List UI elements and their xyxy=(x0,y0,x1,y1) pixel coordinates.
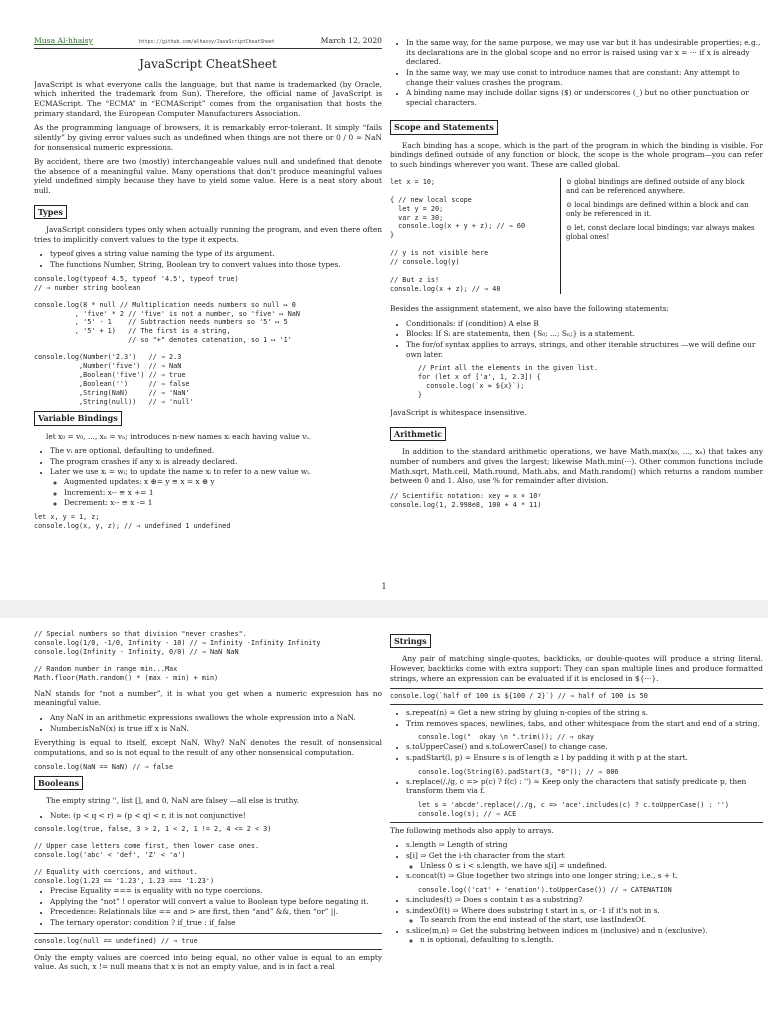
list-item-text: s.indexOf(t) ⇒ Where does substring t start in s, or -1 if it's not in s. xyxy=(406,905,660,915)
sub-list-item: ◦ n is optional, defaulting to s.length. xyxy=(420,935,763,945)
list-item: • s.concat(t) ⇒ Glue together two strings into one longer string; i.e., s + t. xyxy=(406,871,763,881)
sub-list xyxy=(50,477,382,508)
code-block-typeof: console.log(typeof 4.5, typeof '4.5', typeof true) // ⇒ number string boolean xyxy=(34,274,239,292)
list-item: • s.padStart(l, p) ≈ Ensure s is of length ≥ l by padding it with p at the start. xyxy=(406,753,763,763)
list-item: • Number.isNaN(x) is true iff x is NaN. xyxy=(50,724,382,734)
list-item: • s.replace(/./g, c => p(c) ? f(c) : '') ≈ Keep only the characters that satisfy predicate p, then transform them via f. xyxy=(406,777,763,796)
code-block-pad-start: console.log(String(6).padStart(3, "0")); // ⇒ 006 xyxy=(418,767,619,776)
code-block-string-compare: // Upper case letters come first, then lower case ones. console.log('abc' < 'def', 'Z' < 'a') xyxy=(34,842,260,860)
divider xyxy=(34,933,382,934)
list-item: • Trim removes spaces, newlines, tabs, and other whitespace from the start and end of a string. xyxy=(406,719,763,729)
code-block-comparisons: console.log(true, false, 3 > 2, 1 < 2, 1 != 2, 4 <= 2 < 3) xyxy=(34,825,272,834)
list-item-text: s[i] ⇒ Get the i-th character from the start xyxy=(406,851,565,861)
code-block-special-numbers: // Special numbers so that division "never crashes". console.log(1/0, -1/0, Infinity - 10) // ⇒ Infinity -Infinity Infinity console.log(Infinity - Infinity, 0/0) // ⇒ NaN NaN xyxy=(34,630,321,656)
strings-list-3 xyxy=(390,777,763,796)
code-block-scope: let x = 10; { // new local scope let y = 20; var z = 30; console.log(x + y + z); // ⇒ 60 } // y is not visible here // console.log(y) // But z is! console.log(x + z); // ⇒ 40 xyxy=(390,177,526,294)
list-item: • Applying the “not” ! operator will convert a value to Boolean type before negating it. xyxy=(50,897,382,907)
scope-note: ⊙ global bindings are defined outside of any block and can be referenced anywhere. xyxy=(566,177,745,195)
page-one-right-column xyxy=(390,0,763,600)
list-item: • s.repeat(n) ≈ Get a new string by gluing n-copies of the string s. xyxy=(406,708,763,718)
strings-paragraph: Any pair of matching single-quotes, backticks, or double-quotes will produce a string literal. However, backticks come with extra support: They can span multiple lines and produce formatted strings, where an expression can be evaluated if it is enclosed in ${···}. xyxy=(390,654,763,683)
list-item: • A binding name may include dollar signs ($) or underscores (_) but no other punctuation or special characters. xyxy=(406,88,763,107)
scope-note: ⊙ local bindings are defined within a block and can only be referenced in it. xyxy=(566,200,749,218)
page-two xyxy=(0,618,768,1024)
list-item: • s.includes(t) ⇒ Does s contain t as a substring? xyxy=(406,895,763,905)
booleans-heading: Booleans xyxy=(34,776,83,790)
code-block-scientific: // Scientific notation: xey ≈ x × 10ʸ console.log(1, 2.998e8, 100 + 4 * 11) xyxy=(390,491,542,509)
scope-paragraph: Each binding has a scope, which is the part of the program in which the binding is visible. For bindings defined outside of any function or block, the scope is the whole program—you can refer to such bindings wherever you want. These are called global. xyxy=(390,140,763,170)
code-block-concat: console.log(('cat' + 'enation').toUpperCase()) // ⇒ CATENATION xyxy=(418,885,672,894)
variable-bindings-list xyxy=(34,446,382,508)
statements-list xyxy=(390,319,763,360)
scope-notes xyxy=(560,178,756,295)
code-block-let: let x, y = 1, z; console.log(x, y, z); // ⇒ undefined 1 undefined xyxy=(34,512,231,530)
list-item: • s.length ⇒ Length of string xyxy=(406,840,763,850)
sub-list-item: ◦ Unless 0 ≤ i < s.length, we have s[i] = undefined. xyxy=(420,861,763,871)
list-item: • Conditionals: if (condition) A else B xyxy=(406,319,763,329)
page-two-right-column xyxy=(390,618,763,1024)
scope-heading: Scope and Statements xyxy=(390,120,498,134)
types-paragraph: JavaScript considers types only when actually running the program, and even there often tries to implicitly convert values to the type it expects. xyxy=(34,225,382,244)
scope-note: ⊙ let, const declare local bindings; var always makes global ones! xyxy=(566,224,755,242)
sub-list xyxy=(406,915,763,925)
types-heading: Types xyxy=(34,205,67,219)
list-item xyxy=(406,906,763,925)
booleans-list xyxy=(34,886,382,928)
divider xyxy=(34,949,382,950)
code-block-for-of: // Print all the elements in the given list. for (let x of ['a', 1, 2.3]) { console.log(`x ≈ ${x}`); } xyxy=(418,364,599,400)
intro-paragraph-3: By accident, there are two (mostly) interchangeable values null and undefined that denote the absence of a meaningful value. Many operations that don't produce meaningful values yield undefined simply because they have to yield some value. Here is a neat story about null. xyxy=(34,157,382,196)
code-block-conversions: console.log(Number('2.3') // ⇒ 2.3 ,Number('five') // ⇒ NaN ,Boolean('five') // ⇒ true ,Boolean('') // ⇒ false ,String(NaN) // ⇒ 'NaN' ,String(null)) // ⇒ 'null' xyxy=(34,353,194,407)
header-date: March 12, 2020 xyxy=(320,36,382,45)
list-item xyxy=(406,926,763,945)
page-one-left-column xyxy=(34,0,382,600)
whitespace-note: JavaScript is whitespace insensitive. xyxy=(390,408,527,418)
list-item: • Precedence: Relationals like == and > are first, then “and” &&, then “or” ||. xyxy=(50,907,382,917)
types-list xyxy=(34,249,382,269)
code-block-replace: let s = 'abcde'.replace(/./g, c => 'ace'.includes(c) ? c.toUpperCase() : '') console.log(s); // ⇒ ACE xyxy=(418,800,729,818)
nan-paragraph: NaN stands for “not a number”, it is what you get when a numeric expression has no meaningful value. xyxy=(34,688,382,708)
variable-bindings-heading: Variable Bindings xyxy=(34,411,122,425)
list-item xyxy=(50,467,382,508)
statements-paragraph: Besides the assignment statement, we also have the following statements: xyxy=(390,304,670,314)
list-item: • The for/of syntax applies to arrays, strings, and other iterable structures —we will define our own later. xyxy=(406,340,763,359)
equality-paragraph: Everything is equal to itself, except NaN. Why? NaN denotes the result of nonsensical computations, and so is not equal to the result of any other nonsensical computation. xyxy=(34,738,382,757)
variable-bindings-intro: let x₀ = v₀, ..., xₙ = vₙ; introduces n-new names xᵢ each having value vᵢ. xyxy=(46,431,311,441)
list-item: • The functions Number, String, Boolean try to convert values into those types. xyxy=(50,260,382,270)
divider xyxy=(390,822,763,823)
arrays-list-2 xyxy=(390,895,763,945)
booleans-paragraph: The empty string '', list [], and 0, NaN are falsey —all else is truthy. xyxy=(46,795,299,805)
list-item-text: Later we use xᵢ = wᵢ; to update the name xᵢ to refer to a new value wᵢ. xyxy=(50,467,312,477)
list-item-text: s.slice(m,n) ⇒ Get the substring between indices m (inclusive) and n (exclusive). xyxy=(406,925,708,935)
list-item: • The ternary operator: condition ? if_true : if_false xyxy=(50,918,382,928)
list-item: • typeof gives a string value naming the type of its argument. xyxy=(50,249,382,259)
intro-paragraph-2: As the programming language of browsers, it is remarkably error-tolerant. It simply “fails silently” by giving error values such as undefined when things are not there or 0 / 0 ≈ NaN for nonsensical numeric expressions. xyxy=(34,123,382,152)
code-block-trim: console.log(" okay \n ".trim()); // ⇒ okay xyxy=(418,733,594,742)
list-item: • Note: (p < q < r) ≈ (p < q) < r, it is not conjunctive! xyxy=(50,811,382,821)
sub-list-item: ◦ Increment: x-- ≡ x += 1 xyxy=(64,488,382,498)
intro-paragraph-1: JavaScript is what everyone calls the language, but that name is trademarked (by Oracle, which inherited the trademark from Sun). Therefore, the official name of JavaScript is ECMAScript. The “ECMA” in “ECMAScript” comes from the organisation that hosts the primary standard, the European Computer Manufacturers Association. xyxy=(34,79,382,118)
code-block-null-undefined: console.log(null == undefined) // ⇒ true xyxy=(34,936,198,945)
arithmetic-heading: Arithmetic xyxy=(390,427,446,441)
strings-list-2 xyxy=(390,742,763,762)
list-item: • In the same way, for the same purpose, we may use var but it has undesirable properties; e.g., its declarations are in the global scope and no error is raised using var x = ··· if x is already declared. xyxy=(406,38,763,67)
scope-example xyxy=(390,178,763,295)
list-item: • In the same way, we may use const to introduce names that are constant: Any attempt to change their values crashes the program. xyxy=(406,68,763,87)
code-block-random: // Random number in range min...Max Math.floor(Math.random() * (max - min) + min) xyxy=(34,664,219,682)
list-item: • Precise Equality === is equality with no type coercions. xyxy=(50,886,382,896)
repo-url[interactable]: https://github.com/alhassy/JavaScriptCheatSheet xyxy=(138,40,275,45)
code-block-equality: // Equality with coercions, and without. console.log(1.23 == '1.23', 1.23 === '1.23') xyxy=(34,868,215,886)
page-separator xyxy=(0,600,768,618)
code-block-coercion: console.log(8 * null // Multiplication needs numbers so null ↦ 0 , 'five' * 2 // 'five' is not a number, so 'five' ↦ NaN , '5' - 1 // Subtraction needs numbers so '5' ↦ 5 , '5' + 1) // The first is a string, // so "+" denotes catenation, so 1 ↦ '1' xyxy=(34,300,300,345)
page-two-left-column xyxy=(34,618,382,1024)
sub-list-item: ◦ Augmented updates: x ⊕= y ≡ x = x ⊕ y xyxy=(64,477,382,487)
page-header xyxy=(34,36,382,49)
list-item: • The program crashes if any xᵢ is already declared. xyxy=(50,457,382,467)
code-block-template-literal: console.log(`half of 100 is ${100 / 2}`) // ⇒ half of 100 is 50 xyxy=(390,692,648,701)
arrays-paragraph: The following methods also apply to arrays. xyxy=(390,825,554,835)
sub-list-item: ◦ To search from the end instead of the start, use lastIndexOf. xyxy=(420,915,763,925)
empty-values-paragraph: Only the empty values are coerced into being equal, no other value is equal to an empty value. As such, x != null means that x is not an empty value, and is in fact a real xyxy=(34,952,382,972)
list-item: • s.toUpperCase() and s.toLowerCase() to change case. xyxy=(406,742,763,752)
arithmetic-paragraph: In addition to the standard arithmetic operations, we have Math.max(x₀, ..., xₙ) that takes any number of numbers and gives the largest; likewise Math.min(···). Other common functions include Math.sqrt, Math.ceil, Math.round, Math.abs, and Math.random() which returns a random number between 0 and 1. Also, use % for remainder after division. xyxy=(390,447,763,486)
list-item: • Any NaN in an arithmetic expressions swallows the whole expression into a NaN. xyxy=(50,713,382,723)
arrays-list xyxy=(390,840,763,881)
sub-list xyxy=(406,861,763,871)
page-title: JavaScript CheatSheet xyxy=(139,57,277,72)
author-link[interactable]: Musa Al-hhaisy xyxy=(34,36,93,45)
code-block-nan-equality: console.log(NaN == NaN) // ⇒ false xyxy=(34,762,174,771)
page-number: 1 xyxy=(381,582,387,591)
strings-list-1 xyxy=(390,708,763,728)
list-item: • Blocks: If Sᵢ are statements, then {S₀; ...; Sₙ;} is a statement. xyxy=(406,329,763,339)
booleans-note-list xyxy=(34,811,382,821)
strings-heading: Strings xyxy=(390,634,431,648)
sub-list-item: ◦ Decrement: x-- ≡ x -= 1 xyxy=(64,498,382,508)
nan-list xyxy=(34,713,382,733)
divider xyxy=(390,688,763,689)
sub-list xyxy=(406,935,763,945)
binding-notes-list xyxy=(390,38,763,107)
list-item xyxy=(406,851,763,870)
list-item: • The vᵢ are optional, defaulting to undefined. xyxy=(50,446,382,456)
divider xyxy=(390,704,763,705)
